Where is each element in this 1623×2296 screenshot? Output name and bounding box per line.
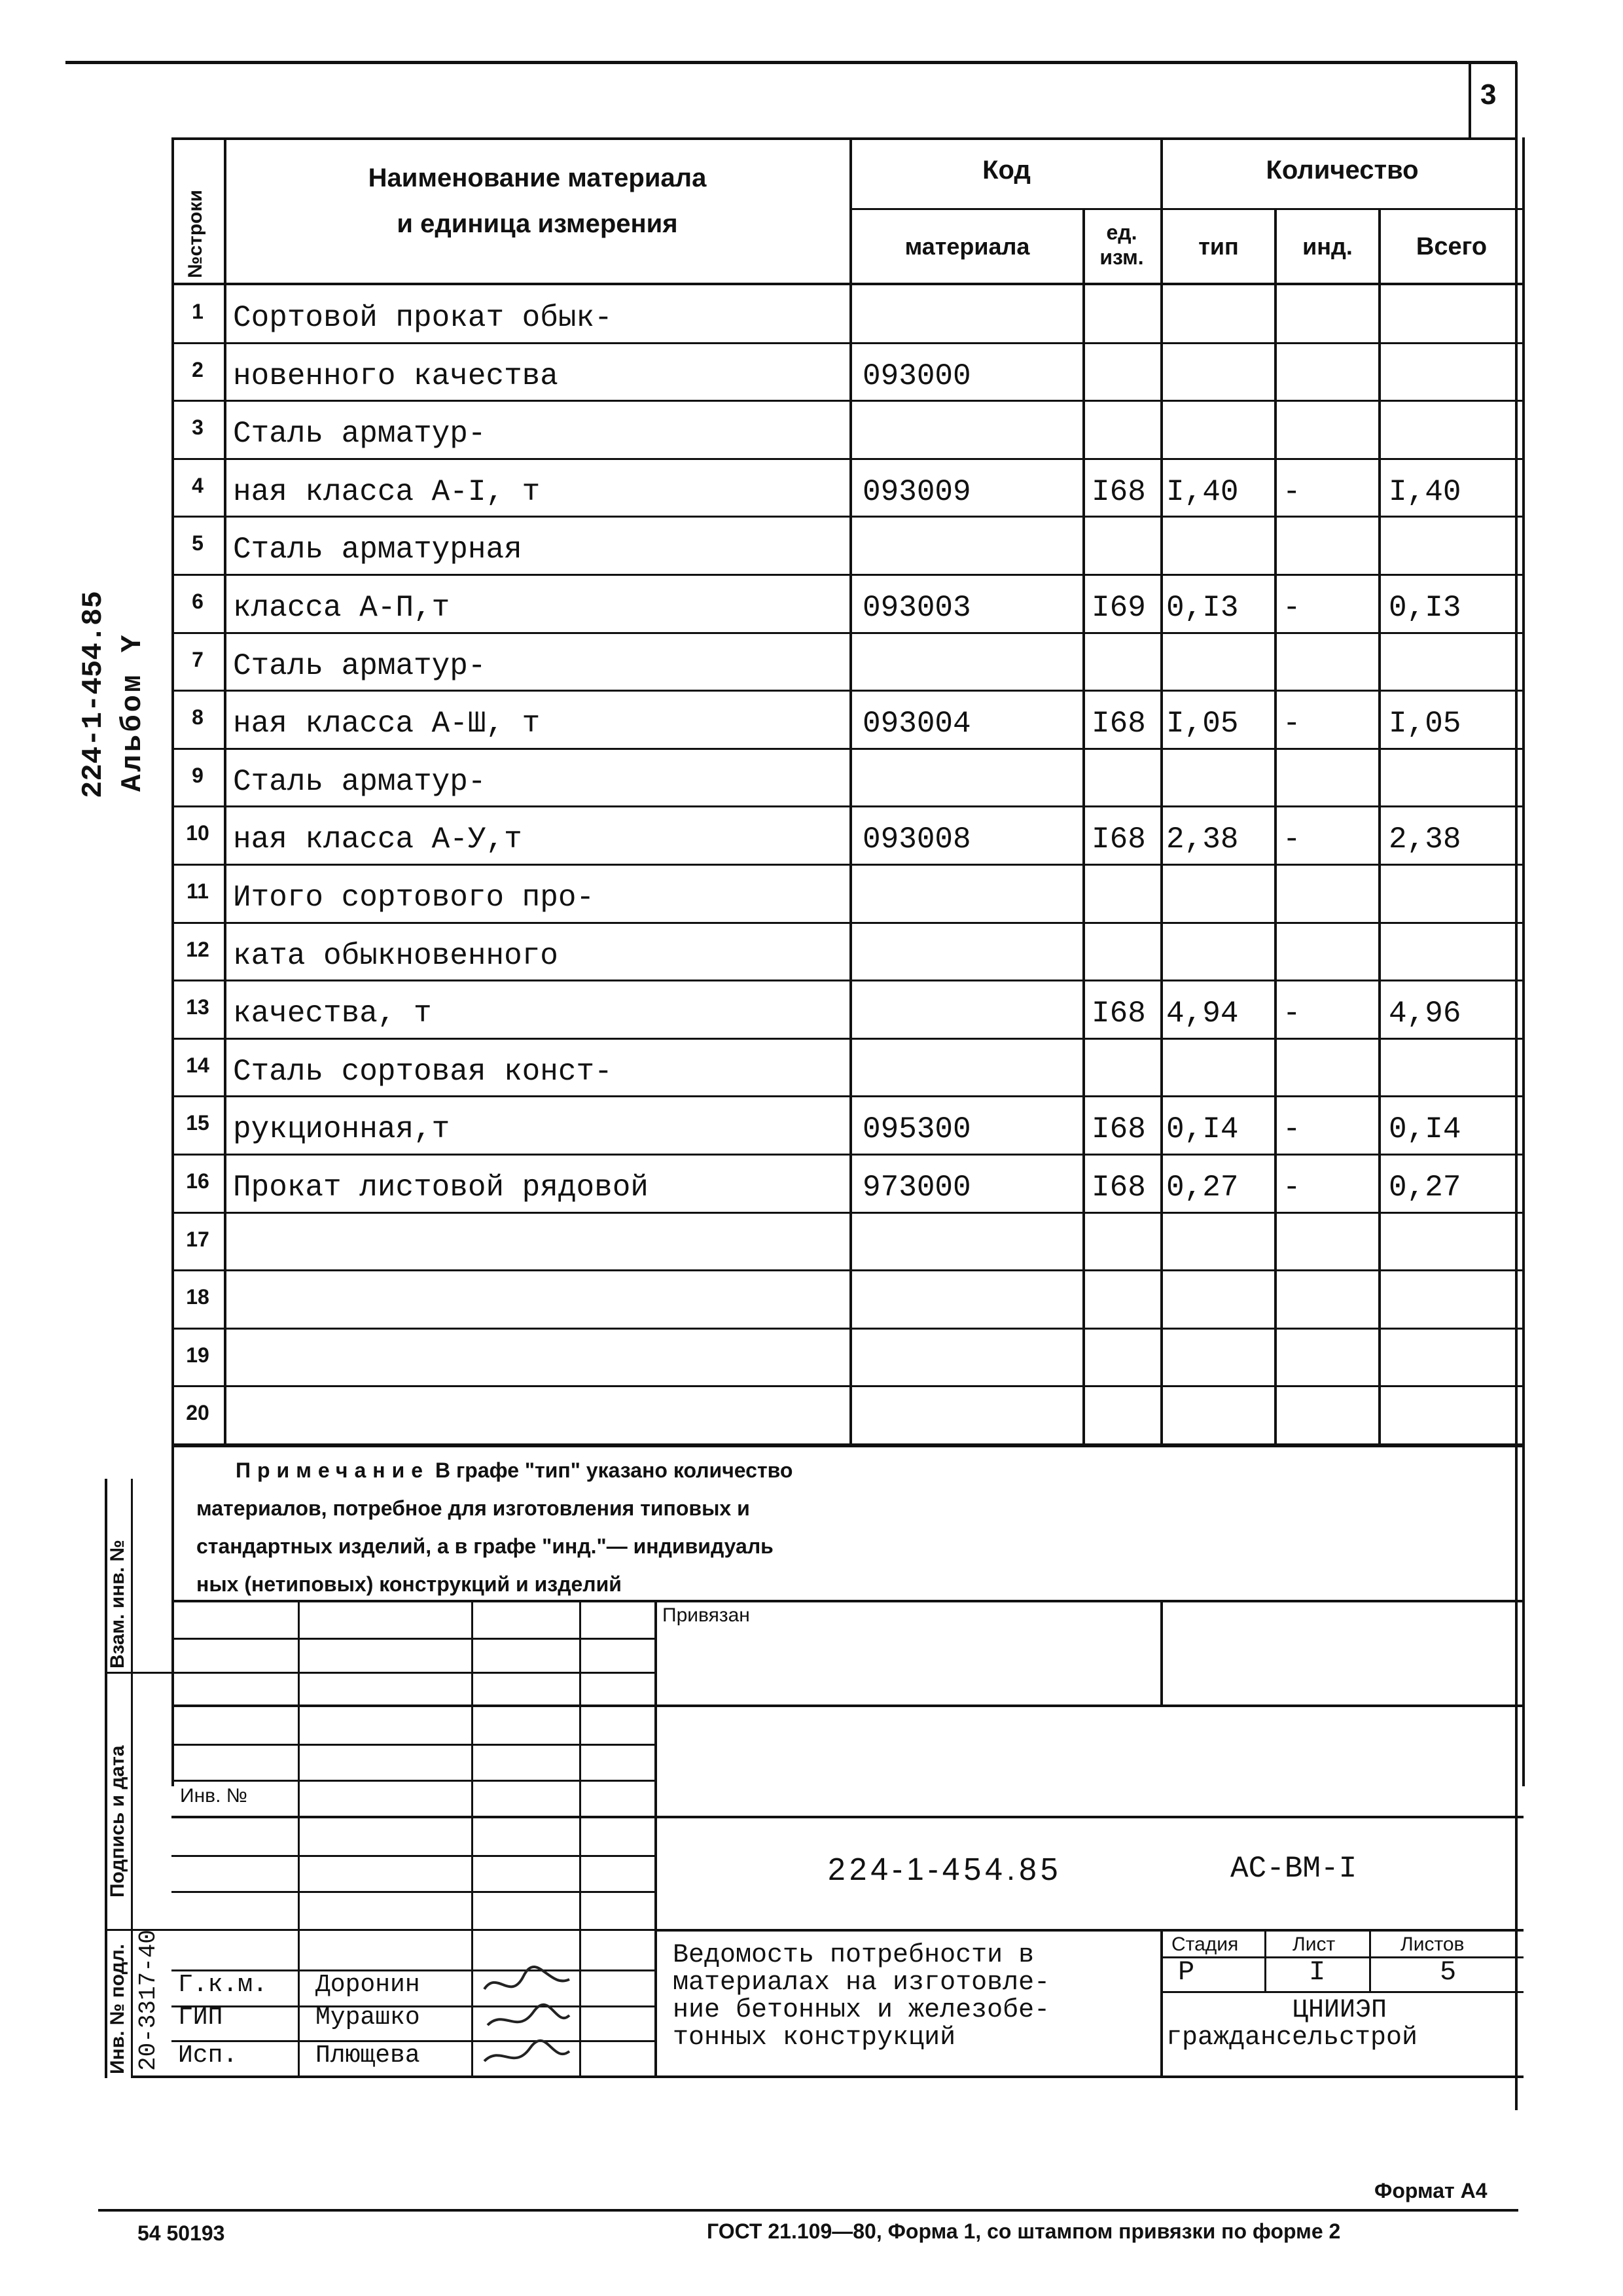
table-top: [171, 137, 1517, 140]
row-number: 19: [186, 1343, 209, 1367]
row-line: [171, 1154, 1524, 1156]
strip-podpis-data: Подпись и дата: [107, 1745, 128, 1898]
stage-block-sub: [1160, 1956, 1524, 1958]
table-right: [1522, 137, 1525, 1786]
stamp-bottom: [131, 2075, 1524, 2078]
col-line-name: [849, 137, 852, 1446]
row-number: 3: [192, 415, 204, 440]
doc-title-line4: тонных конструкций: [673, 2023, 956, 2053]
strip-inv-podl-value: 20-3317-40: [135, 1929, 162, 2071]
row-total: I,40: [1389, 474, 1461, 509]
row-name: ная класса А-Ш, т: [233, 707, 541, 741]
row-line: [171, 1328, 1524, 1330]
row-typ: 0,27: [1166, 1171, 1239, 1205]
row-name: ная класса А-У,т: [233, 822, 522, 857]
stamp-row-c: [171, 1744, 656, 1746]
tb-line-3: [171, 1816, 1524, 1818]
row-name: Сталь арматур-: [233, 648, 486, 683]
row-typ: 2,38: [1166, 822, 1239, 857]
col-line-num: [224, 137, 226, 1446]
row-name: новенного качества: [233, 359, 558, 393]
row-line: [171, 632, 1524, 634]
row-name: класса А-П,т: [233, 591, 450, 625]
row-code: 095300: [863, 1112, 971, 1147]
stamp-row-d: [171, 1780, 656, 1782]
row-name: рукционная,т: [233, 1112, 450, 1147]
row-name: Сталь арматур-: [233, 764, 486, 799]
row-number: 15: [186, 1111, 209, 1135]
tb-line-4: [654, 1929, 1524, 1932]
row-name: качества, т: [233, 997, 432, 1031]
row-line: [171, 864, 1524, 866]
row-line: [171, 690, 1524, 692]
row-ind: -: [1283, 707, 1301, 741]
header-qty-total: Всего: [1416, 233, 1488, 260]
row-code: 973000: [863, 1171, 971, 1205]
row-ind: -: [1283, 997, 1301, 1031]
row-number: 20: [186, 1401, 209, 1425]
stage-block-left: [1160, 1929, 1163, 2077]
note-text: [196, 1451, 1243, 1603]
row-number: 13: [186, 995, 209, 1019]
top-border: [65, 61, 1517, 64]
row-number: 1: [192, 300, 204, 323]
row-ind: -: [1283, 1112, 1301, 1147]
row-typ: I,40: [1166, 474, 1239, 509]
note-line3: стандартных изделий, а в графе "инд."— индивидуаль: [196, 1534, 774, 1558]
header-code-unit: ед. изм.: [1099, 221, 1144, 269]
sheet-value: I: [1309, 1956, 1326, 1988]
stamp-row-f: [171, 1891, 656, 1893]
row-line: [171, 458, 1524, 460]
note-top: [171, 1445, 1524, 1447]
row-total: 0,I3: [1389, 591, 1461, 625]
row-code: 093004: [863, 707, 971, 741]
tb-privyazan-split: [1160, 1600, 1163, 1704]
header-quantity: Количество: [1266, 156, 1419, 185]
footer-line: [98, 2209, 1518, 2212]
row-total: 4,96: [1389, 997, 1461, 1031]
row-line: [171, 1212, 1524, 1214]
row-unit: I69: [1092, 591, 1146, 625]
tb-line-2: [171, 1704, 1524, 1707]
row-number: 11: [187, 879, 209, 903]
table-left: [171, 137, 174, 1786]
row-code: 093008: [863, 822, 971, 857]
signatures: [478, 1963, 576, 2074]
sheets-value: 5: [1440, 1956, 1457, 1988]
row-number: 14: [186, 1053, 209, 1077]
row-line: [171, 516, 1524, 518]
strip-mid: [131, 1479, 133, 2078]
person-name-1: Доронин: [315, 1971, 420, 1999]
header-bottom: [171, 283, 1524, 285]
row-number: 18: [186, 1285, 209, 1309]
strip-vzam-inv: Взам. инв. №: [107, 1540, 128, 1669]
row-code: 093003: [863, 591, 971, 625]
header-name-line2: и единица измерения: [397, 209, 678, 238]
row-line: [171, 980, 1524, 981]
col-line-ind: [1378, 209, 1381, 1446]
stamp-col-1: [298, 1600, 300, 2077]
inv-no-label: Инв. №: [180, 1785, 247, 1807]
row-name: Сталь сортовая конст-: [233, 1054, 613, 1089]
row-number: 5: [192, 531, 204, 556]
row-name: ная класса А-I, т: [233, 474, 541, 509]
row-line: [171, 805, 1524, 807]
stage-block-mid2: [1369, 1929, 1371, 1991]
side-code: 224-1-454.85: [77, 591, 110, 798]
row-ind: -: [1283, 822, 1301, 857]
row-unit: I68: [1092, 1112, 1146, 1147]
row-number: 8: [192, 705, 204, 730]
doc-title: [673, 1942, 1050, 2052]
doc-code: 224-1-454.85: [828, 1852, 1062, 1887]
stamp-col-2: [471, 1600, 473, 2077]
row-name: ката обыкновенного: [233, 938, 558, 973]
doc-title-line1: Ведомость потребности в: [673, 1941, 1035, 1970]
stage-value: Р: [1178, 1956, 1195, 1988]
row-line: [171, 400, 1524, 402]
row-ind: -: [1283, 591, 1301, 625]
row-line: [171, 1038, 1524, 1040]
header-code: Код: [982, 156, 1031, 185]
row-unit: I68: [1092, 822, 1146, 857]
sheets-label: Листов: [1400, 1934, 1465, 1955]
row-number: 9: [192, 763, 204, 787]
row-code: 093009: [863, 474, 971, 509]
side-album: Альбом Y: [116, 632, 149, 792]
strip-sep-1: [105, 1672, 173, 1674]
person-role-2: ГИП: [178, 2004, 223, 2032]
note-line2: материалов, потребное для изготовления типовых и: [196, 1496, 750, 1520]
page-number: 3: [1480, 79, 1497, 111]
col-line-typ: [1274, 209, 1277, 1446]
note-line4: ных (нетиповых) конструкций и изделий: [196, 1572, 622, 1596]
stamp-row-b: [171, 1672, 656, 1674]
page-number-box-left: [1469, 62, 1471, 139]
person-name-2: Мурашко: [315, 2004, 420, 2032]
col-line-code: [1082, 209, 1085, 1446]
row-number: 10: [186, 821, 209, 845]
row-line: [171, 1269, 1524, 1271]
row-name: Итого сортового про-: [233, 881, 595, 915]
row-number: 17: [186, 1227, 209, 1251]
row-code: 093000: [863, 359, 971, 393]
header-name-line1: Наименование материала: [368, 164, 707, 192]
row-number: 4: [192, 473, 204, 497]
footer-format: Формат А4: [1374, 2179, 1488, 2202]
row-ind: -: [1283, 1171, 1301, 1205]
row-typ: I,05: [1166, 707, 1239, 741]
row-line: [171, 748, 1524, 750]
row-unit: I68: [1092, 997, 1146, 1031]
row-number: 6: [192, 590, 204, 613]
row-unit: I68: [1092, 1171, 1146, 1205]
stamp-col-3: [579, 1600, 581, 2077]
col-line-unit: [1160, 137, 1163, 1446]
stage-block-mid1: [1264, 1929, 1266, 1991]
person-role-3: Исп.: [178, 2041, 238, 2070]
footer-gost: ГОСТ 21.109—80, Форма 1, со штампом привязки по форме 2: [707, 2219, 1341, 2243]
row-line: [171, 342, 1524, 344]
header-row-no: №строки: [185, 190, 206, 278]
row-line: [171, 922, 1524, 924]
row-number: 12: [186, 937, 209, 961]
stage-label: Стадия: [1171, 1934, 1239, 1955]
tb-line-1: [171, 1600, 1524, 1602]
header-qty-type: тип: [1198, 233, 1239, 260]
row-number: 7: [192, 647, 204, 671]
doc-title-line3: ние бетонных и железобе-: [673, 1996, 1050, 2025]
org-line2: граждансельстрой: [1166, 2023, 1418, 2053]
strip-inv-podl: Инв. № подл.: [107, 1943, 128, 2074]
row-typ: 0,I3: [1166, 591, 1239, 625]
doc-title-line2: материалах на изготовле-: [673, 1968, 1050, 1998]
row-line: [171, 1385, 1524, 1387]
row-total: I,05: [1389, 707, 1461, 741]
doc-mark: АС-ВМ-I: [1230, 1852, 1357, 1886]
stamp-row-a: [171, 1638, 656, 1640]
page-number-box-right: [1515, 62, 1518, 2110]
sheet-label: Лист: [1293, 1934, 1336, 1955]
header-code-material: материала: [904, 233, 1030, 260]
row-ind: -: [1283, 474, 1301, 509]
stamp-row-e: [171, 1855, 656, 1857]
note-heading: Примечание: [236, 1458, 430, 1482]
row-number: 2: [192, 357, 204, 381]
row-line: [171, 1095, 1524, 1097]
header-subline: [849, 208, 1524, 210]
row-total: 0,27: [1389, 1171, 1461, 1205]
header-qty-ind: инд.: [1302, 233, 1353, 260]
footer-left-code: 54 50193: [137, 2221, 225, 2245]
row-typ: 0,I4: [1166, 1112, 1239, 1147]
person-name-3: Плющева: [315, 2041, 420, 2070]
stamp-col-4: [654, 1600, 657, 2077]
row-total: 2,38: [1389, 822, 1461, 857]
row-unit: I68: [1092, 707, 1146, 741]
person-role-1: Г.к.м.: [178, 1971, 268, 1999]
row-line: [171, 574, 1524, 576]
stage-block-bottom: [1160, 1991, 1524, 1993]
row-total: 0,I4: [1389, 1112, 1461, 1147]
note-line1: В графе "тип" указано количество: [435, 1458, 793, 1482]
org-line1: ЦНИИЭП: [1293, 1996, 1387, 2025]
row-name: Сортовой прокат обык-: [233, 301, 613, 335]
row-typ: 4,94: [1166, 997, 1239, 1031]
privyazan-label: Привязан: [662, 1604, 750, 1626]
row-number: 16: [186, 1169, 209, 1193]
stamp-row-g: [171, 1929, 656, 1931]
row-unit: I68: [1092, 474, 1146, 509]
row-name: Сталь арматур-: [233, 417, 486, 451]
row-name: Сталь арматурная: [233, 533, 522, 567]
row-name: Прокат листовой рядовой: [233, 1171, 649, 1205]
